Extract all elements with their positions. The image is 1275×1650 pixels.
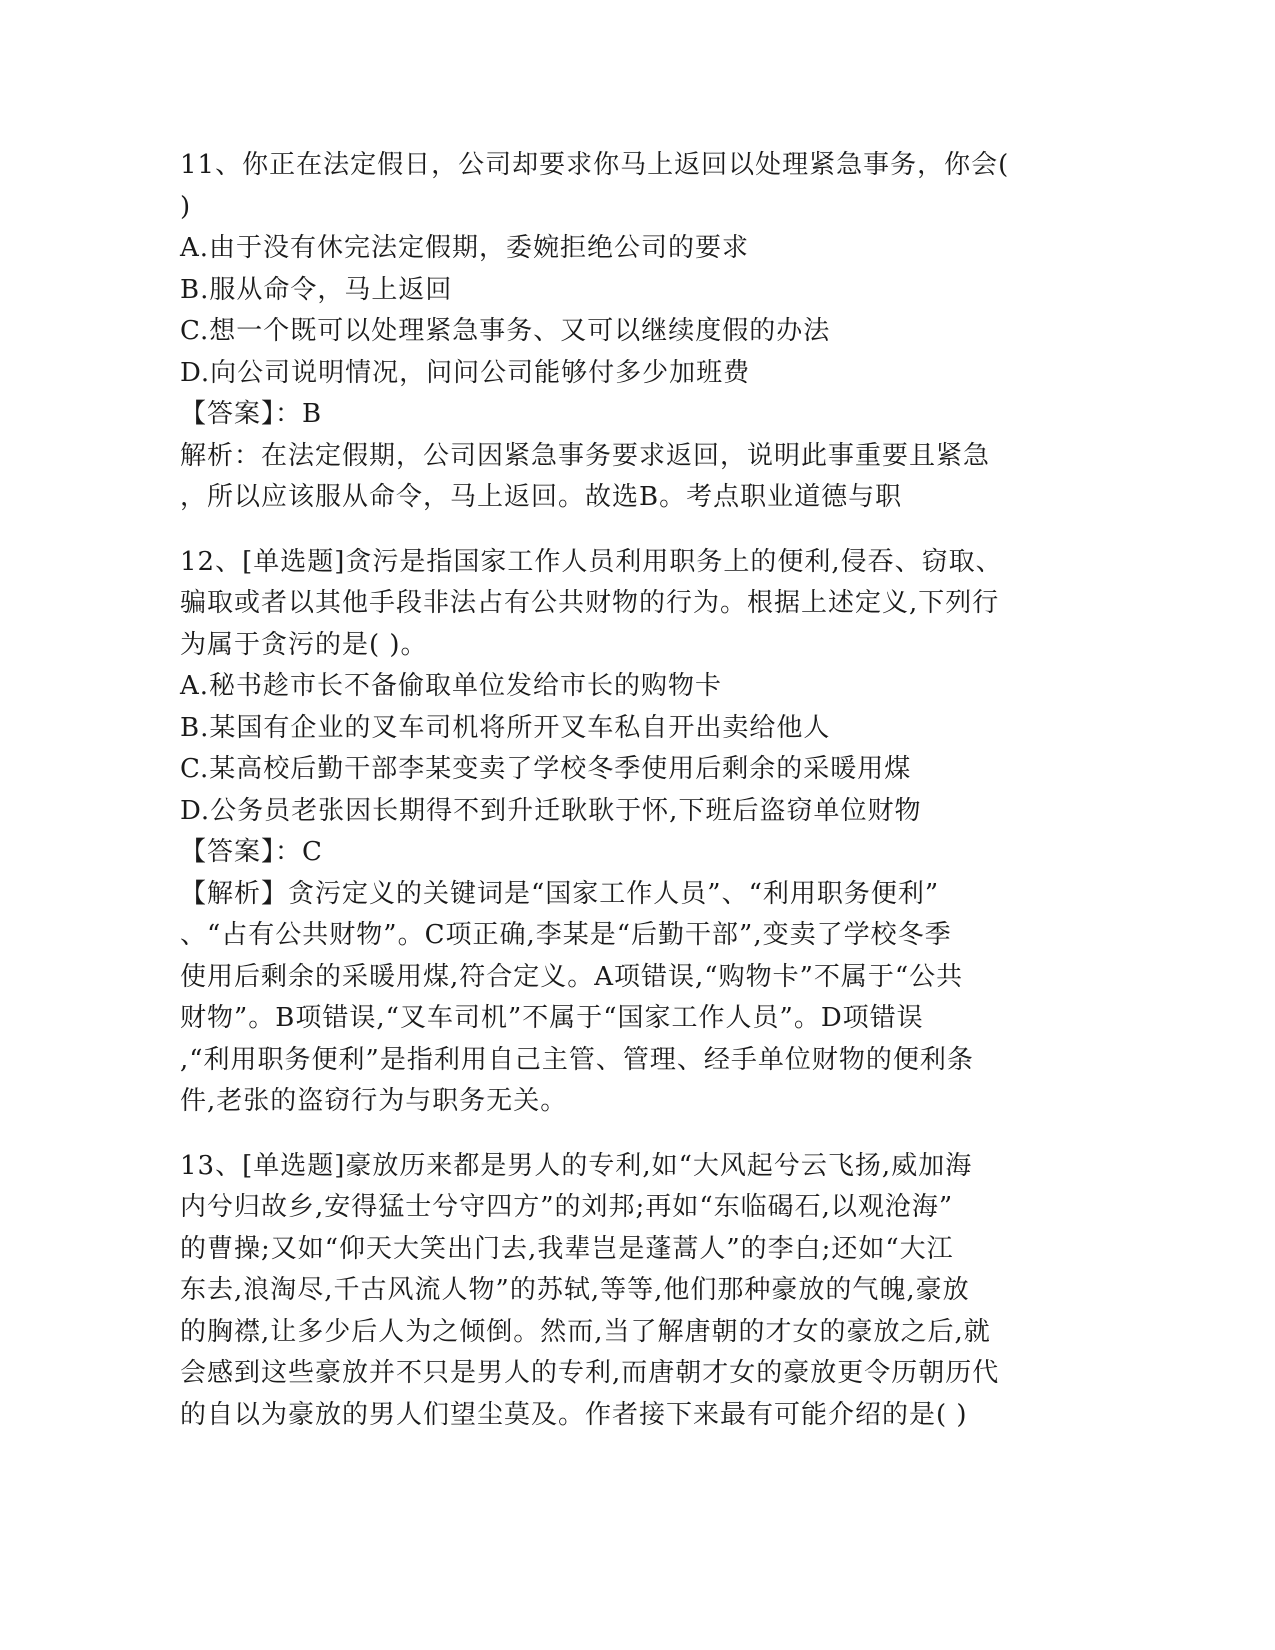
analysis-line: 件,老张的盗窃行为与职务无关。	[180, 1086, 568, 1116]
question-stem-line: 内兮归故乡,安得猛士兮守四方”的刘邦;再如“东临碣石,以观沧海”	[180, 1192, 954, 1222]
question-stem-line: 东去,浪淘尽,千古风流人物”的苏轼,等等,他们那种豪放的气魄,豪放	[180, 1275, 970, 1305]
question-stem-line: 的自以为豪放的男人们望尘莫及。作者接下来最有可能介绍的是( )	[180, 1399, 968, 1430]
question-spacer	[180, 519, 1090, 542]
question-stem-line: 的胸襟,让多少后人为之倾倒。然而,当了解唐朝的才女的豪放之后,就	[180, 1316, 991, 1347]
analysis-line: 、“占有公共财物”。C项正确,李某是“后勤干部”,变卖了学校冬季	[180, 920, 952, 950]
question-stem-line: 13、[单选题]豪放历来都是男人的专利,如“大风起兮云飞扬,威加海	[180, 1150, 973, 1181]
question-stem-line: 为属于贪污的是( )。	[180, 629, 428, 660]
analysis-line: ，所以应该服从命令，马上返回。故选B。考点职业道德与职	[180, 482, 903, 512]
question-12	[180, 542, 1090, 1123]
analysis-line: 【解析】贪污定义的关键词是“国家工作人员”、“利用职务便利”	[180, 878, 940, 909]
option-a: A.秘书趁市长不备偷取单位发给市长的购物卡	[180, 671, 723, 701]
analysis-line: 财物”。B项错误,“叉车司机”不属于“国家工作人员”。D项错误	[180, 1003, 924, 1033]
answer-line: 【答案】：C	[180, 837, 323, 867]
question-stem-line: )	[180, 191, 192, 222]
option-c: C.某高校后勤干部李某变卖了学校冬季使用后剩余的采暖用煤	[180, 754, 912, 784]
option-a: A.由于没有休完法定假期，委婉拒绝公司的要求	[180, 233, 750, 263]
option-c: C.想一个既可以处理紧急事务、又可以继续度假的办法	[180, 316, 831, 346]
analysis-line: ,“利用职务便利”是指利用自己主管、管理、经手单位财物的便利条	[180, 1044, 974, 1075]
option-d: D.公务员老张因长期得不到升迁耿耿于怀,下班后盗窃单位财物	[180, 795, 922, 826]
option-b: B.服从命令，马上返回	[180, 274, 453, 305]
question-spacer	[180, 1123, 1090, 1146]
analysis-line: 使用后剩余的采暖用煤,符合定义。A项错误,“购物卡”不属于“公共	[180, 961, 964, 992]
question-stem-line: 11、你正在法定假日，公司却要求你马上返回以处理紧急事务，你会(	[180, 150, 1010, 180]
analysis-line: 解析：在法定假期，公司因紧急事务要求返回，说明此事重要且紧急	[180, 440, 991, 471]
question-11	[180, 145, 1090, 519]
question-stem-line: 会感到这些豪放并不只是男人的专利,而唐朝才女的豪放更令历朝历代	[180, 1358, 1000, 1388]
question-stem-line: 12、[单选题]贪污是指国家工作人员利用职务上的便利,侵吞、窃取、	[180, 546, 1003, 577]
option-d: D.向公司说明情况，问问公司能够付多少加班费	[180, 357, 751, 388]
question-stem-line: 的曹操;又如“仰天大笑出门去,我辈岂是蓬蒿人”的李白;还如“大江	[180, 1233, 954, 1264]
question-13	[180, 1146, 1090, 1437]
option-b: B.某国有企业的叉车司机将所开叉车私自开出卖给他人	[180, 712, 831, 743]
document-page	[180, 145, 1090, 1436]
question-stem-line: 骗取或者以其他手段非法占有公共财物的行为。根据上述定义,下列行	[180, 588, 1000, 618]
answer-line: 【答案】：B	[180, 399, 323, 429]
